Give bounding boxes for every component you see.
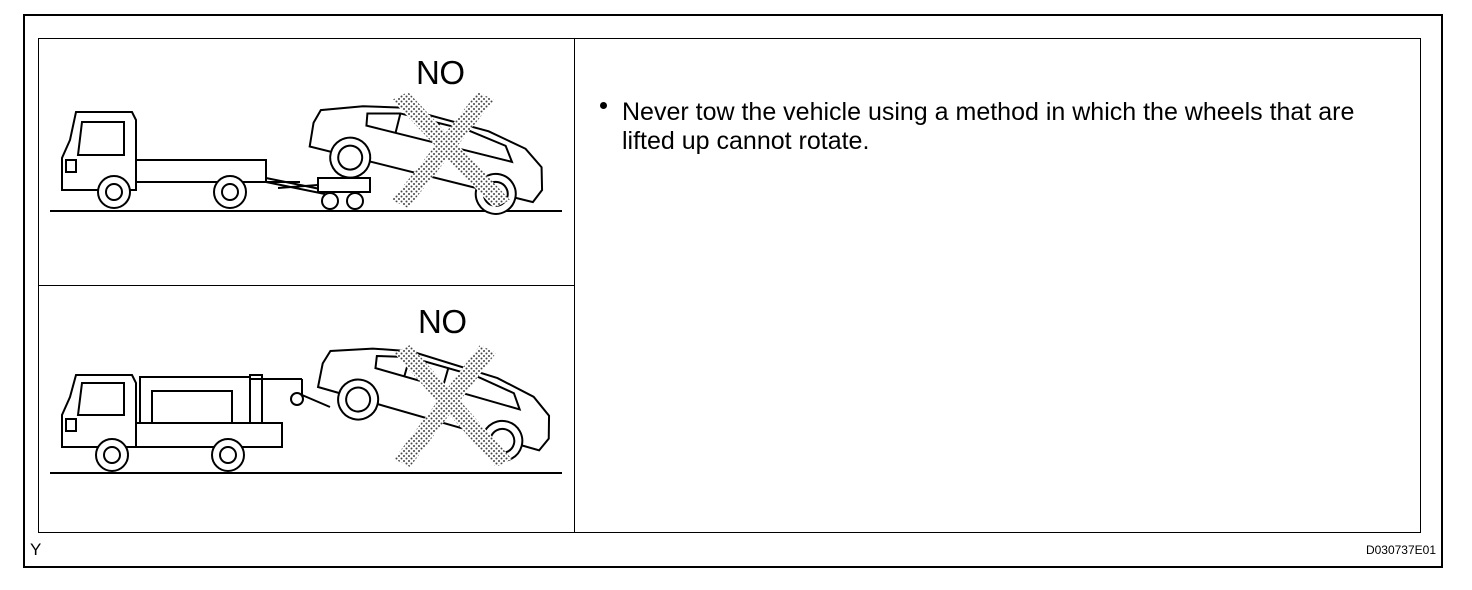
instruction-list <box>600 98 1400 156</box>
instruction-text: Never tow the vehicle using a method in which the wheels that are lifted up cannot rotate. <box>622 98 1355 155</box>
tow-truck <box>62 375 330 471</box>
illustration-panel-1 <box>40 40 574 284</box>
no-label: NO <box>418 303 467 340</box>
tow-truck-dolly-illustration <box>40 40 574 284</box>
instruction-item <box>600 98 1400 156</box>
footer-left-code: Y <box>30 540 42 559</box>
tow-truck <box>62 112 325 208</box>
illustration-panel-2 <box>40 287 574 531</box>
footer-right-code: D030737E01 <box>1365 543 1436 557</box>
row-divider <box>38 285 575 286</box>
tow-truck-sling-illustration <box>40 287 574 531</box>
towed-suv <box>310 329 561 472</box>
no-label: NO <box>416 54 465 91</box>
bullet-icon <box>600 102 607 109</box>
